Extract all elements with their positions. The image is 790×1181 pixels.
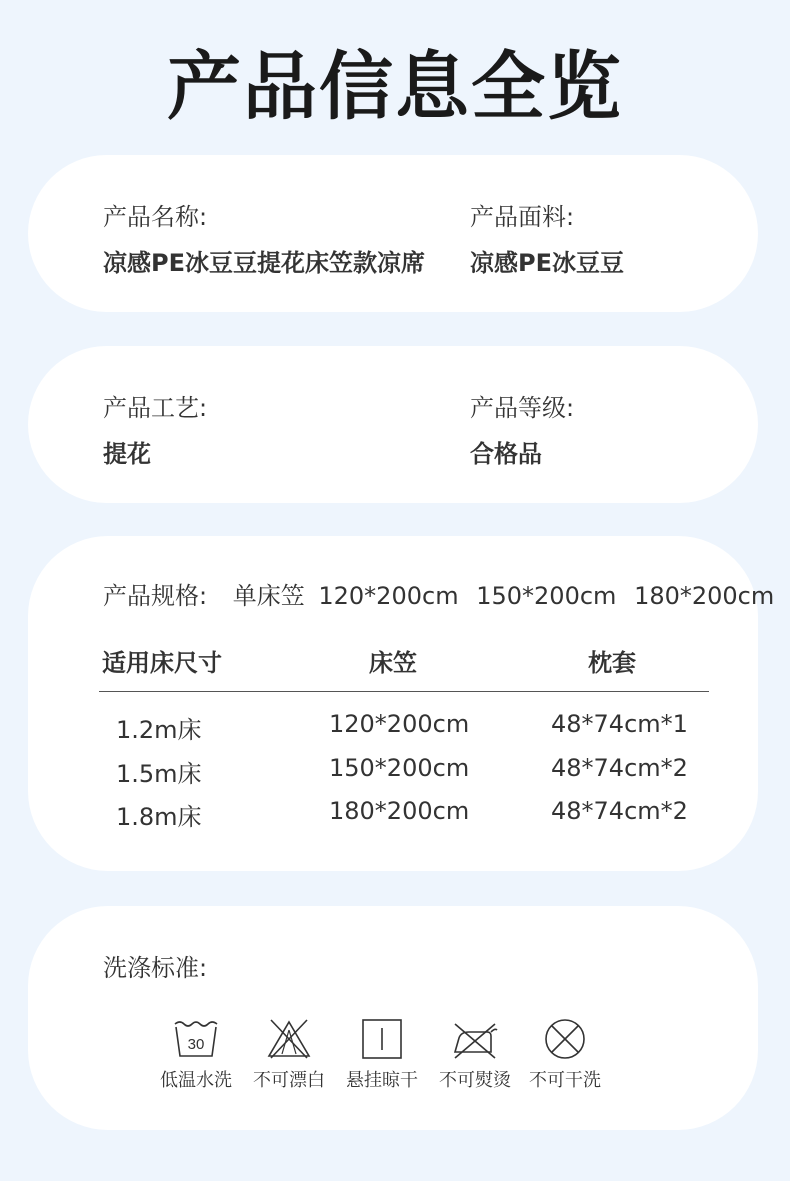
no-bleach-icon bbox=[265, 1018, 313, 1062]
spec-type: 单床笠 bbox=[232, 582, 305, 610]
table-header-pillowcase: 枕套 bbox=[588, 649, 636, 677]
spec-label: 产品规格: bbox=[103, 582, 208, 610]
care-label: 不可漂白 bbox=[253, 1070, 325, 1091]
table-cell: 48*74cm*2 bbox=[551, 797, 688, 825]
wash-30-icon bbox=[172, 1018, 220, 1062]
table-cell: 180*200cm bbox=[329, 797, 470, 825]
care-label: 不可熨烫 bbox=[439, 1070, 511, 1091]
info-card-name-fabric bbox=[28, 155, 758, 312]
craft-label: 产品工艺: bbox=[103, 394, 208, 422]
spec-size: 150*200cm bbox=[476, 582, 617, 610]
product-name-value: 凉感PE冰豆豆提花床笠款凉席 bbox=[103, 249, 425, 277]
table-cell: 1.5m床 bbox=[116, 760, 202, 788]
table-header-fitted-sheet: 床笠 bbox=[369, 649, 417, 677]
info-card-craft-grade bbox=[28, 346, 758, 503]
spec-card bbox=[28, 536, 775, 871]
grade-label: 产品等级: bbox=[470, 394, 575, 422]
table-cell: 1.2m床 bbox=[116, 716, 202, 744]
table-cell: 120*200cm bbox=[329, 710, 470, 738]
care-label: 悬挂晾干 bbox=[346, 1070, 418, 1091]
no-dry-clean-icon bbox=[541, 1018, 589, 1062]
spec-summary bbox=[103, 576, 790, 611]
table-cell: 150*200cm bbox=[329, 754, 470, 782]
craft-value: 提花 bbox=[103, 440, 151, 468]
care-item bbox=[520, 1018, 610, 1092]
care-item bbox=[430, 1018, 520, 1092]
care-item bbox=[337, 1018, 427, 1092]
wash-temp-badge: 30 bbox=[187, 1036, 205, 1053]
table-divider bbox=[99, 691, 709, 692]
care-label: 低温水洗 bbox=[160, 1070, 232, 1091]
spec-size: 180*200cm bbox=[634, 582, 775, 610]
hang-dry-icon bbox=[358, 1018, 406, 1062]
care-card bbox=[28, 906, 758, 1130]
product-name-label: 产品名称: bbox=[103, 203, 208, 231]
no-iron-icon bbox=[451, 1018, 499, 1062]
care-title: 洗涤标准: bbox=[103, 954, 208, 982]
care-label: 不可干洗 bbox=[529, 1070, 601, 1091]
care-item bbox=[244, 1018, 334, 1092]
grade-value: 合格品 bbox=[470, 440, 542, 468]
table-header-bed-size: 适用床尺寸 bbox=[102, 649, 222, 677]
fabric-label: 产品面料: bbox=[470, 203, 575, 231]
table-cell: 48*74cm*1 bbox=[551, 710, 688, 738]
table-cell: 1.8m床 bbox=[116, 803, 202, 831]
page-title: 产品信息全览 bbox=[167, 44, 623, 130]
table-cell: 48*74cm*2 bbox=[551, 754, 688, 782]
care-item bbox=[151, 1018, 241, 1092]
spec-size: 120*200cm bbox=[318, 582, 459, 610]
fabric-value: 凉感PE冰豆豆 bbox=[470, 249, 624, 277]
